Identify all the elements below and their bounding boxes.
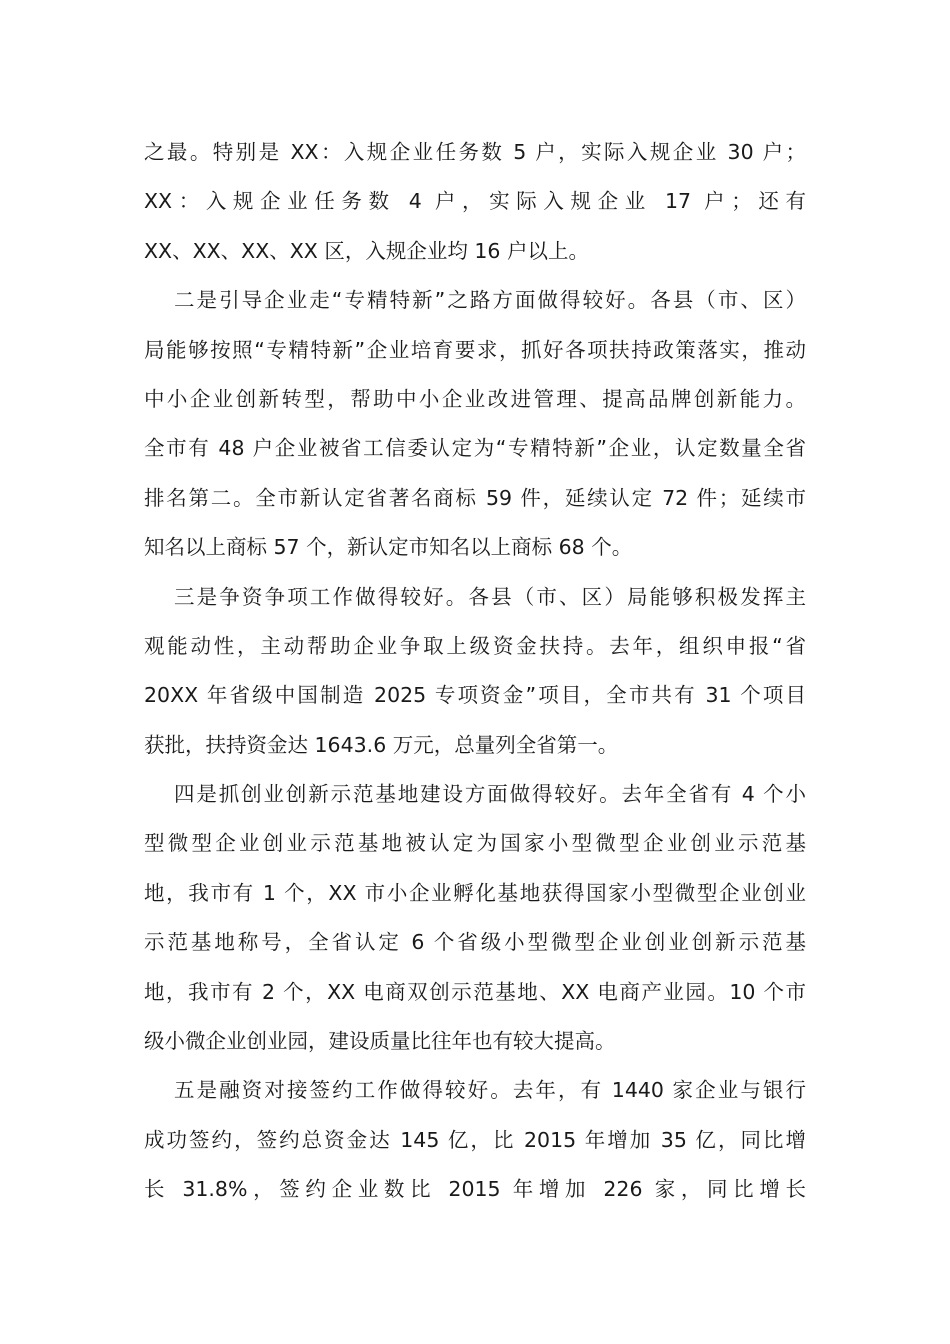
- document-body: [144, 128, 806, 1215]
- text-line: 地，我市有 1 个，XX 市小企业孵化基地获得国家小型微型企业创业: [144, 880, 806, 905]
- paragraph-4: [144, 770, 806, 1066]
- text-line: 中小企业创新转型，帮助中小企业改进管理、提高品牌创新能力。: [144, 386, 806, 411]
- paragraph-3: [144, 573, 806, 771]
- text-line: 20XX 年省级中国制造 2025 专项资金”项目，全市共有 31 个项目: [144, 683, 806, 708]
- text-line: 排名第二。全市新认定省著名商标 59 件，延续认定 72 件；延续市: [144, 485, 806, 510]
- paragraph-2: [144, 276, 806, 572]
- text-line: XX、XX、XX、XX 区，入规企业均 16 户以上。: [144, 238, 589, 263]
- text-line: 之最。特别是 XX：入规企业任务数 5 户，实际入规企业 30 户；: [144, 140, 806, 164]
- text-line: 五是融资对接签约工作做得较好。去年，有 1440 家企业与银行: [174, 1078, 806, 1103]
- text-line: 四是抓创业创新示范基地建设方面做得较好。去年全省有 4 个小: [174, 782, 806, 807]
- text-line: 获批，扶持资金达 1643.6 万元，总量列全省第一。: [144, 732, 619, 757]
- text-line: 全市有 48 户企业被省工信委认定为“专精特新”企业，认定数量全省: [144, 436, 806, 461]
- text-line: 成功签约，签约总资金达 145 亿，比 2015 年增加 35 亿，同比增: [144, 1127, 806, 1152]
- paragraph-5: [144, 1066, 806, 1214]
- text-line: 型微型企业创业示范基地被认定为国家小型微型企业创业示范基: [144, 831, 806, 856]
- text-line: 地，我市有 2 个，XX 电商双创示范基地、XX 电商产业园。10 个市: [144, 979, 806, 1004]
- text-line: XX：入规企业任务数 4 户，实际入规企业 17 户；还有: [144, 189, 806, 214]
- text-line: 局能够按照“专精特新”企业培育要求，抓好各项扶持政策落实，推动: [144, 337, 806, 362]
- text-line: 三是争资争项工作做得较好。各县（市、区）局能够积极发挥主: [174, 584, 806, 609]
- text-line: 二是引导企业走“专精特新”之路方面做得较好。各县（市、区）: [174, 288, 806, 313]
- text-line: 知名以上商标 57 个，新认定市知名以上商标 68 个。: [144, 535, 633, 560]
- paragraph-1: [144, 128, 806, 276]
- text-line: 级小微企业创业园，建设质量比往年也有较大提高。: [144, 1029, 616, 1054]
- text-line: 示范基地称号，全省认定 6 个省级小型微型企业创业创新示范基: [144, 930, 806, 955]
- text-line: 长 31.8%，签约企业数比 2015 年增加 226 家，同比增长: [144, 1177, 806, 1202]
- text-line: 观能动性，主动帮助企业争取上级资金扶持。去年，组织申报“省: [144, 633, 806, 658]
